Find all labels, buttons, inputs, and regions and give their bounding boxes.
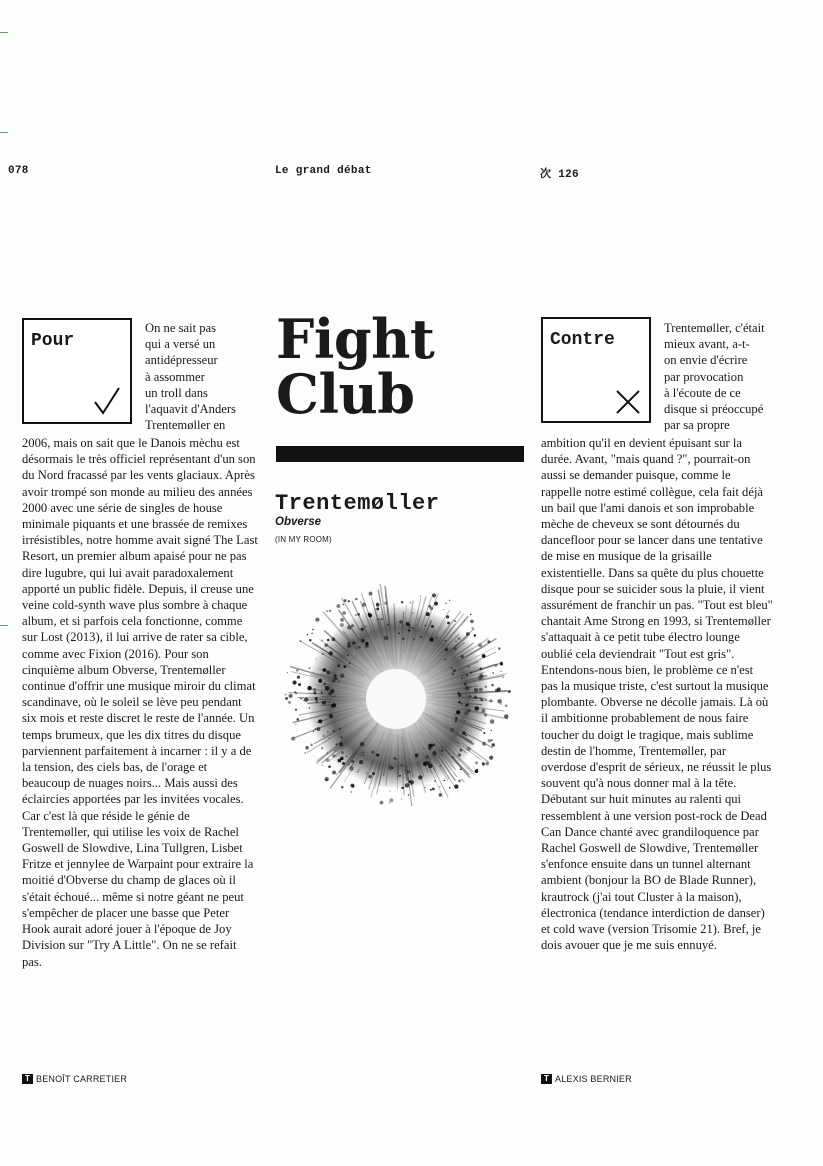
check-icon [92,386,122,416]
contre-byline [541,1074,632,1084]
contre-intro-line: Trentemøller, c'était [664,321,765,335]
contre-intro-line: on envie d'écrire [664,353,748,368]
pour-intro-line: On ne sait pas [145,321,216,335]
contre-intro-line: mieux avant, a-t- [664,337,750,352]
page-reference: 次 126 [540,169,579,181]
article-title [276,307,435,426]
contre-label: Contre [550,330,615,350]
cross-icon [615,389,641,415]
pour-intro-line: antidépresseur [145,353,218,368]
pour-intro-line: l'aquavit d'Anders [145,402,236,417]
pour-intro-line: un troll dans [145,385,208,400]
contre-body: ambition qu'il en devient épuisant sur la durée. Avant, "mais quand ?", pourrait-on aussi se demander puisque, comme le rappelle notre estimé collègue, cela fait déjà un bail que l'ami danois et son improbable mèche de cheveux se sont détournés du dancefloor pour se lancer dans une tentative de mise en musique de la grisaille existentielle. Dans sa quête du plus chouette disque pour se suicider sous la pluie, il vient assurément de franchir un pas. "Tout est bleu" chantait Ame Strong en 1993, si Trentemøller s'attaquait à ce petit tube électro lounge oublié cela deviendrait "Tout est gris". Entendons-nous bien, le problème ce n'est pas la musique triste, c'est surtout la musique plombante. Obverse ne décolle jamais. Là où il ambitionne probablement de nous faire toucher du doigt le tragique, mais sublime destin de l'homme, Trentemøller, par overdose d'esprit de sérieux, ne réussit le plus souvent qu'à nous donner mal à la tête. Débutant sur huit minutes au ralenti qui ressemblent à une version post-rock de Dead Can Dance chanté avec grandiloquence par Rachel Goswell de Slowdive, Trentemøller s'enfonce ensuite dans un tunnel alternant ambient (bonjour la BO de Blade Runner), krautrock (j'ai tout Cluster à la maison), électronica (tendance interdiction de danser) et cold wave (version Trisomie 21). Bref, je dois avouer que je me suis ennuyé. [541,436,773,953]
contre-author: ALEXIS BERNIER [555,1074,632,1084]
pour-body: 2006, mais on sait que le Danois mèchu est désormais le très officiel représentant d'un son du Nord fracassé par les vents glaciaux. Après avoir trompé son monde au milieu des années 2000 avec une série de singles de house minimale piquants et une brassée de remixes irrésistibles, notre homme avait signé The Last Resort, un premier album apaisé pour ne pas dire lugubre, qui lui avait paradoxalement apporté un public fidèle. Depuis, il creuse une veine cold-synth wave plus sombre à chaque album, et si parfois cela fonctionne, comme sur Lost (2013), il lui arrive de rater sa cible, comme avec Fixion (2016). Pour son cinquième album Obverse, Trentemøller continue d'offrir une musique miroir du climat scandinave, où le soleil se lève peu pendant six mois et reste discret le reste de l'année. Un temps brumeux, que les dix titres du disque parviennent parfaitement à incarner : il y a de la tension, des ciels bas, de l'orage et beaucoup de nuages noirs... Mais aussi des éclaircies apportées par les invitées vocales. Car c'est là que réside le génie de Trentemøller, qui utilise les voix de Rachel Goswell de Slowdive, Lina Tullgren, Lisbet Fritze et jennylee de Warpaint pour extraire la moitié d'Obverse du champ de glaces où il s'était échoué... même si notre géant ne peut s'empêcher de placer une basse que Peter Hook aurait adoré jouer à l'époque de Joy Division sur "Try A Little". On ne se refait pas. [22,436,258,969]
artist-name: Trentemøller [275,491,440,516]
pour-label: Pour [31,331,75,351]
page-number: 078 [8,165,29,177]
contre-intro-line: disque si préoccupé [664,402,764,417]
contre-intro-line: par sa propre [664,418,730,433]
pour-byline [22,1074,127,1084]
pour-column [22,320,258,1020]
pour-intro-line: qui a versé un [145,337,216,352]
pour-author: BENOÎT CARRETIER [36,1074,128,1084]
title-line-1: Fight [276,307,435,371]
album-cover [278,575,518,815]
pour-intro-line: à assommer [145,369,205,384]
pour-intro [145,320,260,433]
author-badge-icon: T [22,1074,33,1084]
contre-intro-line: par provocation [664,369,744,384]
album-title: Obverse [275,516,322,528]
author-badge-icon: T [541,1074,552,1084]
section-title: Le grand débat [275,165,372,177]
title-line-2: Club [276,362,415,426]
record-label: (IN MY ROOM) [275,535,332,544]
pour-intro-line: Trentemøller en [145,418,226,433]
contre-box [541,317,651,423]
title-rule [276,446,524,462]
contre-intro [664,320,776,433]
pour-box [22,318,132,424]
contre-intro-line: à l'écoute de ce [664,385,741,400]
